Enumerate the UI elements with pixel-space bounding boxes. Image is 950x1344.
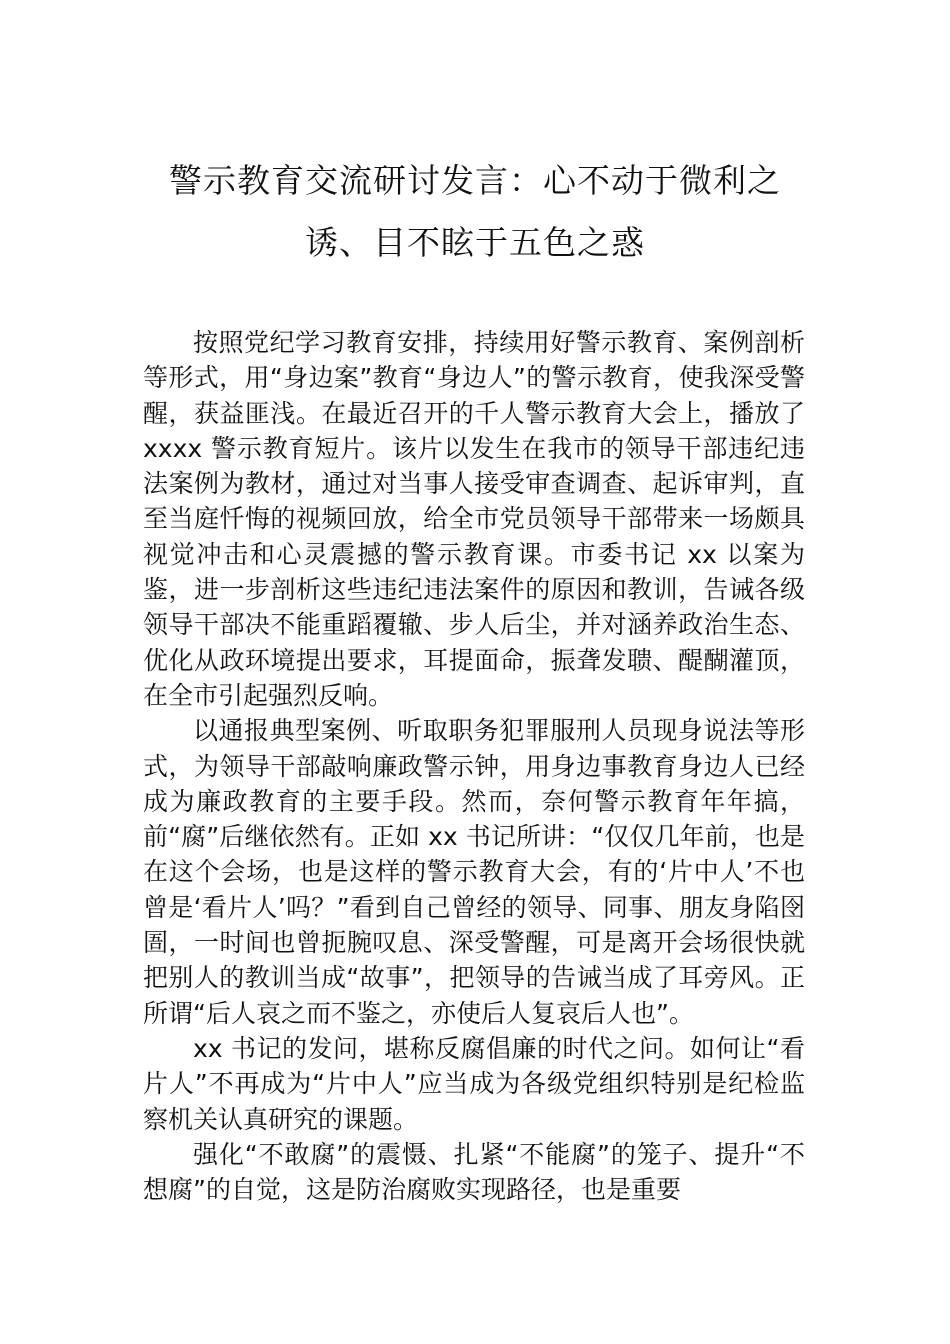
paragraph-1: 按照党纪学习教育安排，持续用好警示教育、案例剖析等形式，用“身边案”教育“身边人”的警示教育，使我深受警醒，获益匪浅。在最近召开的千人警示教育大会上，播放了 xxxx 警示教育短片。该片以发生在我市的领导干部违纪违法案例为教材，通过对当事人接受审查调查、起诉审判，直至当庭忏悔的视频回放，给全市党员领导干部带来一场颇具视觉冲击和心灵震撼的警示教育课。市委书记 xx 以案为鉴，进一步剖析这些违纪违法案件的原因和教训，告诫各级领导干部决不能重蹈覆辙、步人后尘，并对涵养政治生态、优化从政环境提出要求，耳提面命，振聋发聩、醍醐灌顶，在全市引起强烈反响。 xyxy=(143,328,805,710)
paragraph-4: 强化“不敢腐”的震慑、扎紧“不能腐”的笼子、提升“不想腐”的自觉，这是防治腐败实现路径，也是重要 xyxy=(143,1139,805,1205)
title-line-2: 诱、目不眩于五色之惑 xyxy=(305,223,645,262)
paragraph-2: 以通报典型案例、听取职务犯罪服刑人员现身说法等形式，为领导干部敲响廉政警示钟，用身边事教育身边人已经成为廉政教育的主要手段。然而，奈何警示教育年年搞，前“腐”后继依然有。正如 xx 书记所讲：“仅仅几年前，也是在这个会场，也是这样的警示教育大会，有的‘片中人’不也曾是‘看片人’吗？”看到自己曾经的领导、同事、朋友身陷囹圄，一时间也曾扼腕叹息、深受警醒，可是离开会场很快就把别人的教训当成“故事”，把领导的告诫当成了耳旁风。正所谓“后人哀之而不鉴之，亦使后人复哀后人也”。 xyxy=(143,716,805,1028)
paragraph-3: xx 书记的发问，堪称反腐倡廉的时代之问。如何让“看片人”不再成为“片中人”应当成为各级党组织特别是纪检监察机关认真研究的课题。 xyxy=(143,1033,805,1134)
title-line-1: 警示教育交流研讨发言：心不动于微利之 xyxy=(169,161,781,200)
document-body xyxy=(143,325,805,1207)
document-title xyxy=(130,160,820,264)
